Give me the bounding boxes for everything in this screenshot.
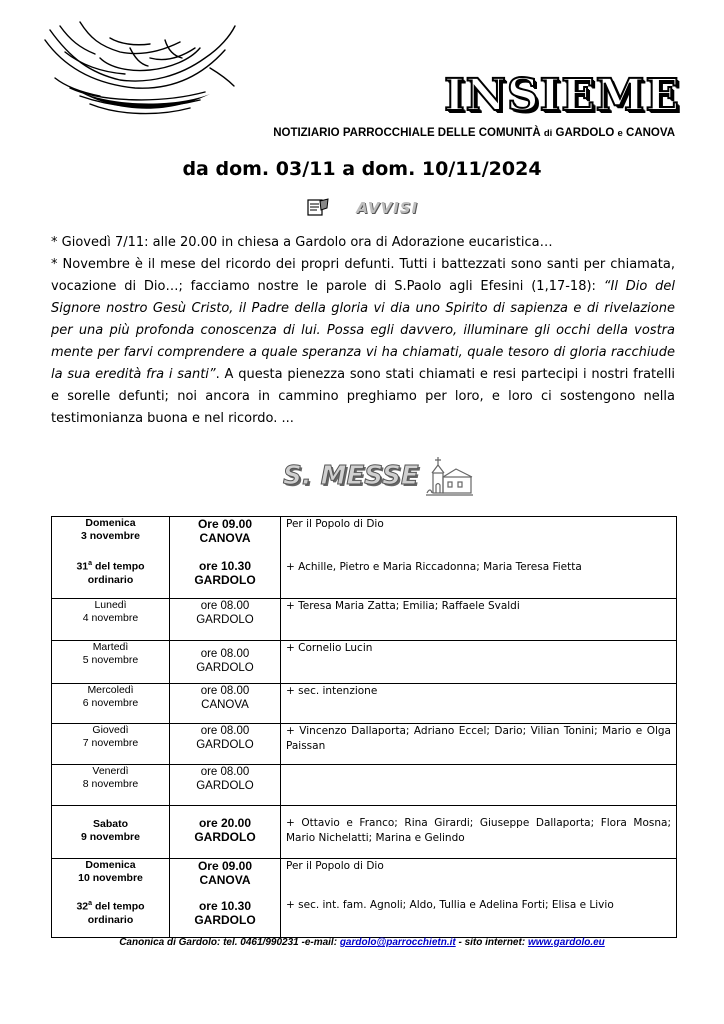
intention-cell: + Vincenzo Dallaporta; Adriano Eccel; Dario; Vilian Tonini; Mario e Olga Paissan	[281, 724, 677, 765]
church-icon	[424, 455, 474, 497]
notice-board-icon	[306, 198, 330, 218]
hands-logo-icon	[40, 18, 240, 126]
intention-cell: + Ottavio e Franco; Rina Girardi; Giuseppe Dallaporta; Flora Mosna; Mario Nichelatti; Marina e Gelindo	[281, 806, 677, 859]
table-row	[52, 641, 677, 684]
time-cell: ore 08.00 CANOVA	[170, 684, 281, 724]
intention-cell: Per il Popolo di Dio + sec. int. fam. Agnoli; Aldo, Tullia e Adelina Forti; Elisa e Livio	[281, 859, 677, 938]
email-link[interactable]: gardolo@parrocchietn.it	[339, 937, 456, 948]
avvisi-heading	[0, 198, 724, 222]
day-cell: Giovedì 7 novembre	[52, 724, 170, 765]
avvisi-title: AVVISI	[356, 199, 419, 217]
website-link[interactable]: www.gardolo.eu	[527, 937, 605, 948]
intention-cell: + sec. intenzione	[281, 684, 677, 724]
table-row	[52, 859, 677, 938]
time-cell: ore 08.00 GARDOLO	[170, 765, 281, 806]
table-row	[52, 724, 677, 765]
messe-heading	[0, 455, 724, 499]
day-cell: Domenica 10 novembre 32$^a$ del tempo ordinario	[52, 859, 170, 938]
day-cell: Lunedì 4 novembre	[52, 599, 170, 641]
time-cell: Ore 09.00 CANOVA ore 10.30 GARDOLO	[170, 517, 281, 599]
avviso-defunti: * Novembre è il mese del ricordo dei propri defunti. Tutti i battezzati sono santi per chiamata, vocazione di Dio…; facciamo nostre le parole di S.Paolo agli Efesini (1,17-18): “Il Dio del Signore nostro Gesù Cristo, il Padre della gloria vi dia uno Spirito di sapienza e di rivelazione per una più profonda conoscenza di lui. Possa egli davvero, illuminare gli occhi della vostra mente per farvi comprendere a quale speranza vi ha chiamati, quale tesoro di gloria racchiude la sua eredità fra i santi”. A questa pienezza sono stati chiamati e resi partecipi i nostri fratelli e sorelle defunti; noi ancora in cammino preghiamo per loro, e loro ci sostengono nella testimonianza buona e nel ricordo. ...	[51, 257, 675, 426]
day-cell: Domenica 3 novembre 31$^a$ del tempo ordinario	[52, 517, 170, 599]
intention-cell: + Cornelio Lucin	[281, 641, 677, 684]
messe-title: S. MESSE	[283, 461, 419, 491]
date-range: da dom. 03/11 a dom. 10/11/2024	[182, 158, 542, 180]
day-cell: Mercoledì 6 novembre	[52, 684, 170, 724]
avviso-adorazione: * Giovedì 7/11: alle 20.00 in chiesa a Gardolo ora di Adorazione eucaristica…	[51, 235, 553, 250]
contact-footer: Canonica di Gardolo: tel. 0461/990231 -e-mail: gardolo@parrocchietn.it - sito internet: www.gardolo.eu	[119, 937, 605, 948]
time-cell: ore 08.00 GARDOLO	[170, 641, 281, 684]
table-row	[52, 684, 677, 724]
masthead-title: INSIEME	[444, 70, 680, 121]
time-cell: ore 08.00 GARDOLO	[170, 599, 281, 641]
newsletter-subtitle: NOTIZIARIO PARROCCHIALE DELLE COMUNITÀ di GARDOLO e CANOVA	[273, 127, 675, 139]
table-row	[52, 765, 677, 806]
table-row	[52, 517, 677, 599]
table-row	[52, 599, 677, 641]
intention-cell: Per il Popolo di Dio + Achille, Pietro e Maria Riccadonna; Maria Teresa Fietta	[281, 517, 677, 599]
table-row	[52, 806, 677, 859]
efesini-quote: “Il Dio del Signore nostro Gesù Cristo, il Padre della gloria vi dia uno Spirito di sapienza e di rivelazione per una più profonda conoscenza di lui. Possa egli davvero, illuminare gli occhi della vostra mente per farvi comprendere a quale speranza vi ha chiamati, quale tesoro di gloria racchiude la sua eredità fra i santi”	[51, 279, 675, 382]
time-cell: ore 20.00 GARDOLO	[170, 806, 281, 859]
day-cell: Venerdì 8 novembre	[52, 765, 170, 806]
day-cell: Martedì 5 novembre	[52, 641, 170, 684]
masses-table	[51, 516, 677, 938]
time-cell: ore 08.00 GARDOLO	[170, 724, 281, 765]
avvisi-body	[51, 232, 675, 430]
time-cell: Ore 09.00 CANOVA ore 10.30 GARDOLO	[170, 859, 281, 938]
intention-cell	[281, 765, 677, 806]
day-cell: Sabato 9 novembre	[52, 806, 170, 859]
intention-cell: + Teresa Maria Zatta; Emilia; Raffaele Svaldi	[281, 599, 677, 641]
